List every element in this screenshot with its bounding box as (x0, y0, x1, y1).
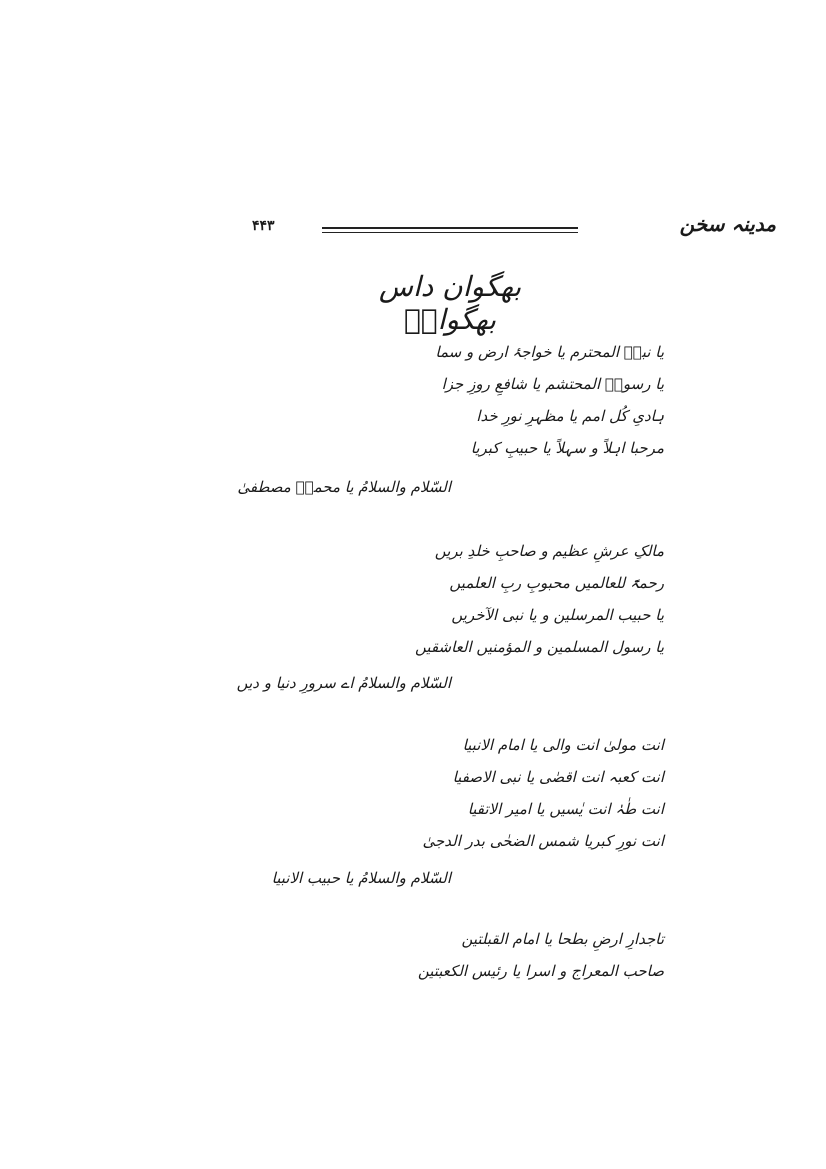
poem-refrain: السّلام والسلامُ یا محمدؐ مصطفیٰ (237, 478, 451, 496)
page-number: ۴۴۳ (252, 218, 275, 234)
poem-refrain: السّلام والسلامُ اے سرورِ دنیا و دیں (236, 674, 451, 692)
poem-line: یا رسول المسلمین و المؤمنیں العاشقیں (415, 638, 664, 656)
poem-line: ہادیِ کُل امم یا مظہرِ نورِ خدا (476, 407, 664, 425)
poem-line: انت نورِ کبریا شمس الضحٰی بدر الدجیٰ (422, 832, 664, 850)
poem-line: رحمۃً للعالمیں محبوبِ ربِ العلمیں (449, 574, 664, 592)
poem-line: مالکِ عرشِ عظیم و صاحبِ خلدِ بریں (434, 542, 664, 560)
poem-line: مرحبا اہلاً و سہلاً یا حبیبِ کبریا (470, 439, 664, 457)
poem-line: صاحب المعراج و اسرا یا رئیس الکعبتین (417, 962, 664, 980)
poem-line: انت مولیٰ انت والی یا امام الانبیا (462, 736, 664, 754)
poem-line: یا حبیب المرسلین و یا نبی الآخریں (451, 606, 664, 624)
poem-line: تاجدارِ ارضِ بطحا یا امام القبلتین (461, 930, 664, 948)
poem-line: انت طٰہٰ انت یٰسیں یا امیر الاتقیا (467, 800, 664, 818)
poem-line: یا نبیؐ المحترم یا خواجۂ ارض و سما (435, 343, 664, 361)
book-title: مدینہ سخن (679, 212, 776, 236)
poem-refrain: السّلام والسلامُ یا حبیب الانبیا (271, 869, 451, 887)
poem-line: انت کعبہ انت اقصٰی یا نبی الاصفیا (452, 768, 664, 786)
poem-title: بھگوان داس بھگوانؔ (378, 270, 522, 336)
poem-line: یا رسولؐ المحتشم یا شافعِ روزِ جزا (441, 375, 664, 393)
header-divider (322, 227, 578, 233)
